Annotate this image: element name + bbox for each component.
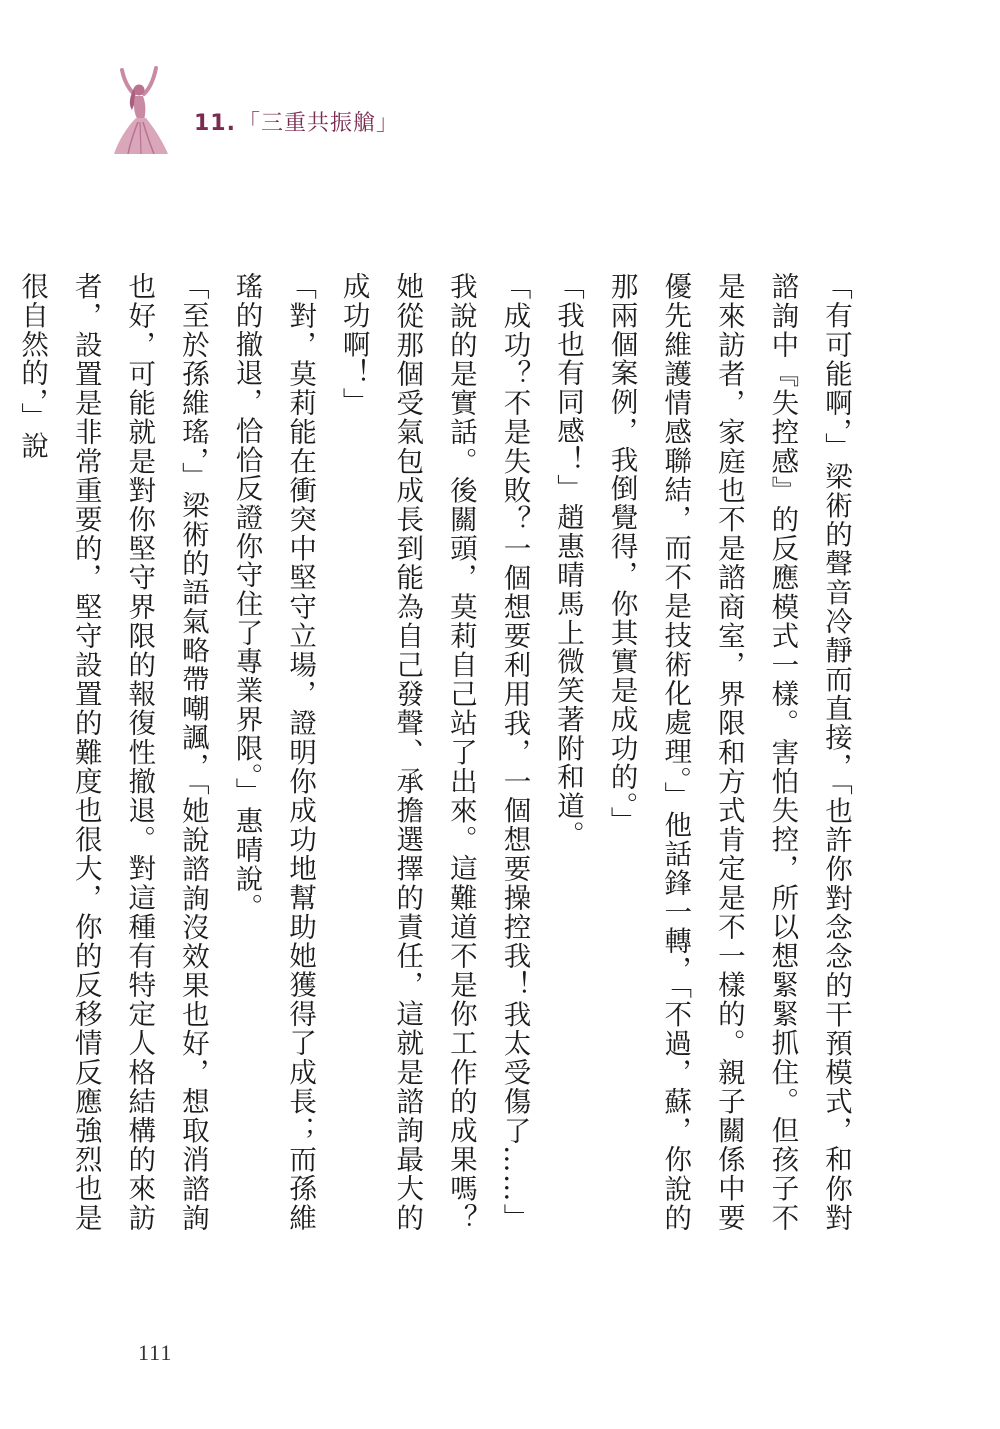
- chapter-number: 11.: [194, 111, 236, 136]
- page-number: 111: [138, 1340, 173, 1365]
- paragraph: 「至於孫維瑤，」梁術的語氣略帶嘲諷，「她說諮詢沒效果也好，想取消諮詢也好，可能就是對你堅守界限的報復性撤退。對這種有特定人格結構的來訪者，設置是非常重要的，堅守設置的難度也很大，你的反移情反應強烈也是很自然的，」說: [16, 272, 209, 1232]
- dancer-figure-icon: [108, 66, 172, 154]
- paragraph: 「我也有同感！」趙惠晴馬上微笑著附和道。: [552, 272, 585, 849]
- chapter-header: [108, 66, 508, 156]
- chapter-title: [194, 106, 399, 137]
- paragraph: 「對，莫莉能在衝突中堅守立場，證明你成功地幫助她獲得了成長；而孫維瑤的撤退，恰恰反證你守住了專業界限。」惠晴說。: [230, 272, 317, 1232]
- paragraph: 「成功？不是失敗？一個想要利用我，一個想要操控我！我太受傷了……」我說的是實話。後關頭，莫莉自己站了出來。這難道不是你工作的成果嗎？她從那個受氣包成長到能為自己發聲、承擔選擇的責任，這就是諮詢最大的成功啊！」: [337, 272, 531, 1232]
- chapter-title-text: 「三重共振艙」: [237, 111, 399, 136]
- paragraph: 「有可能啊，」梁術的聲音冷靜而直接，「也許你對念念的干預模式，和你對諮詢中『失控感』的反應模式一樣。害怕失控，所以想緊緊抓住。但孩子不是來訪者，家庭也不是諮商室，界限和方式肯定是不一樣的。親子關係中要優先維護情感聯結，而不是技術化處理。」他話鋒一轉，「不過，蘇，你說的那兩個案例，我倒覺得，你其實是成功的。」: [605, 272, 852, 1232]
- body-text: [5, 272, 863, 1232]
